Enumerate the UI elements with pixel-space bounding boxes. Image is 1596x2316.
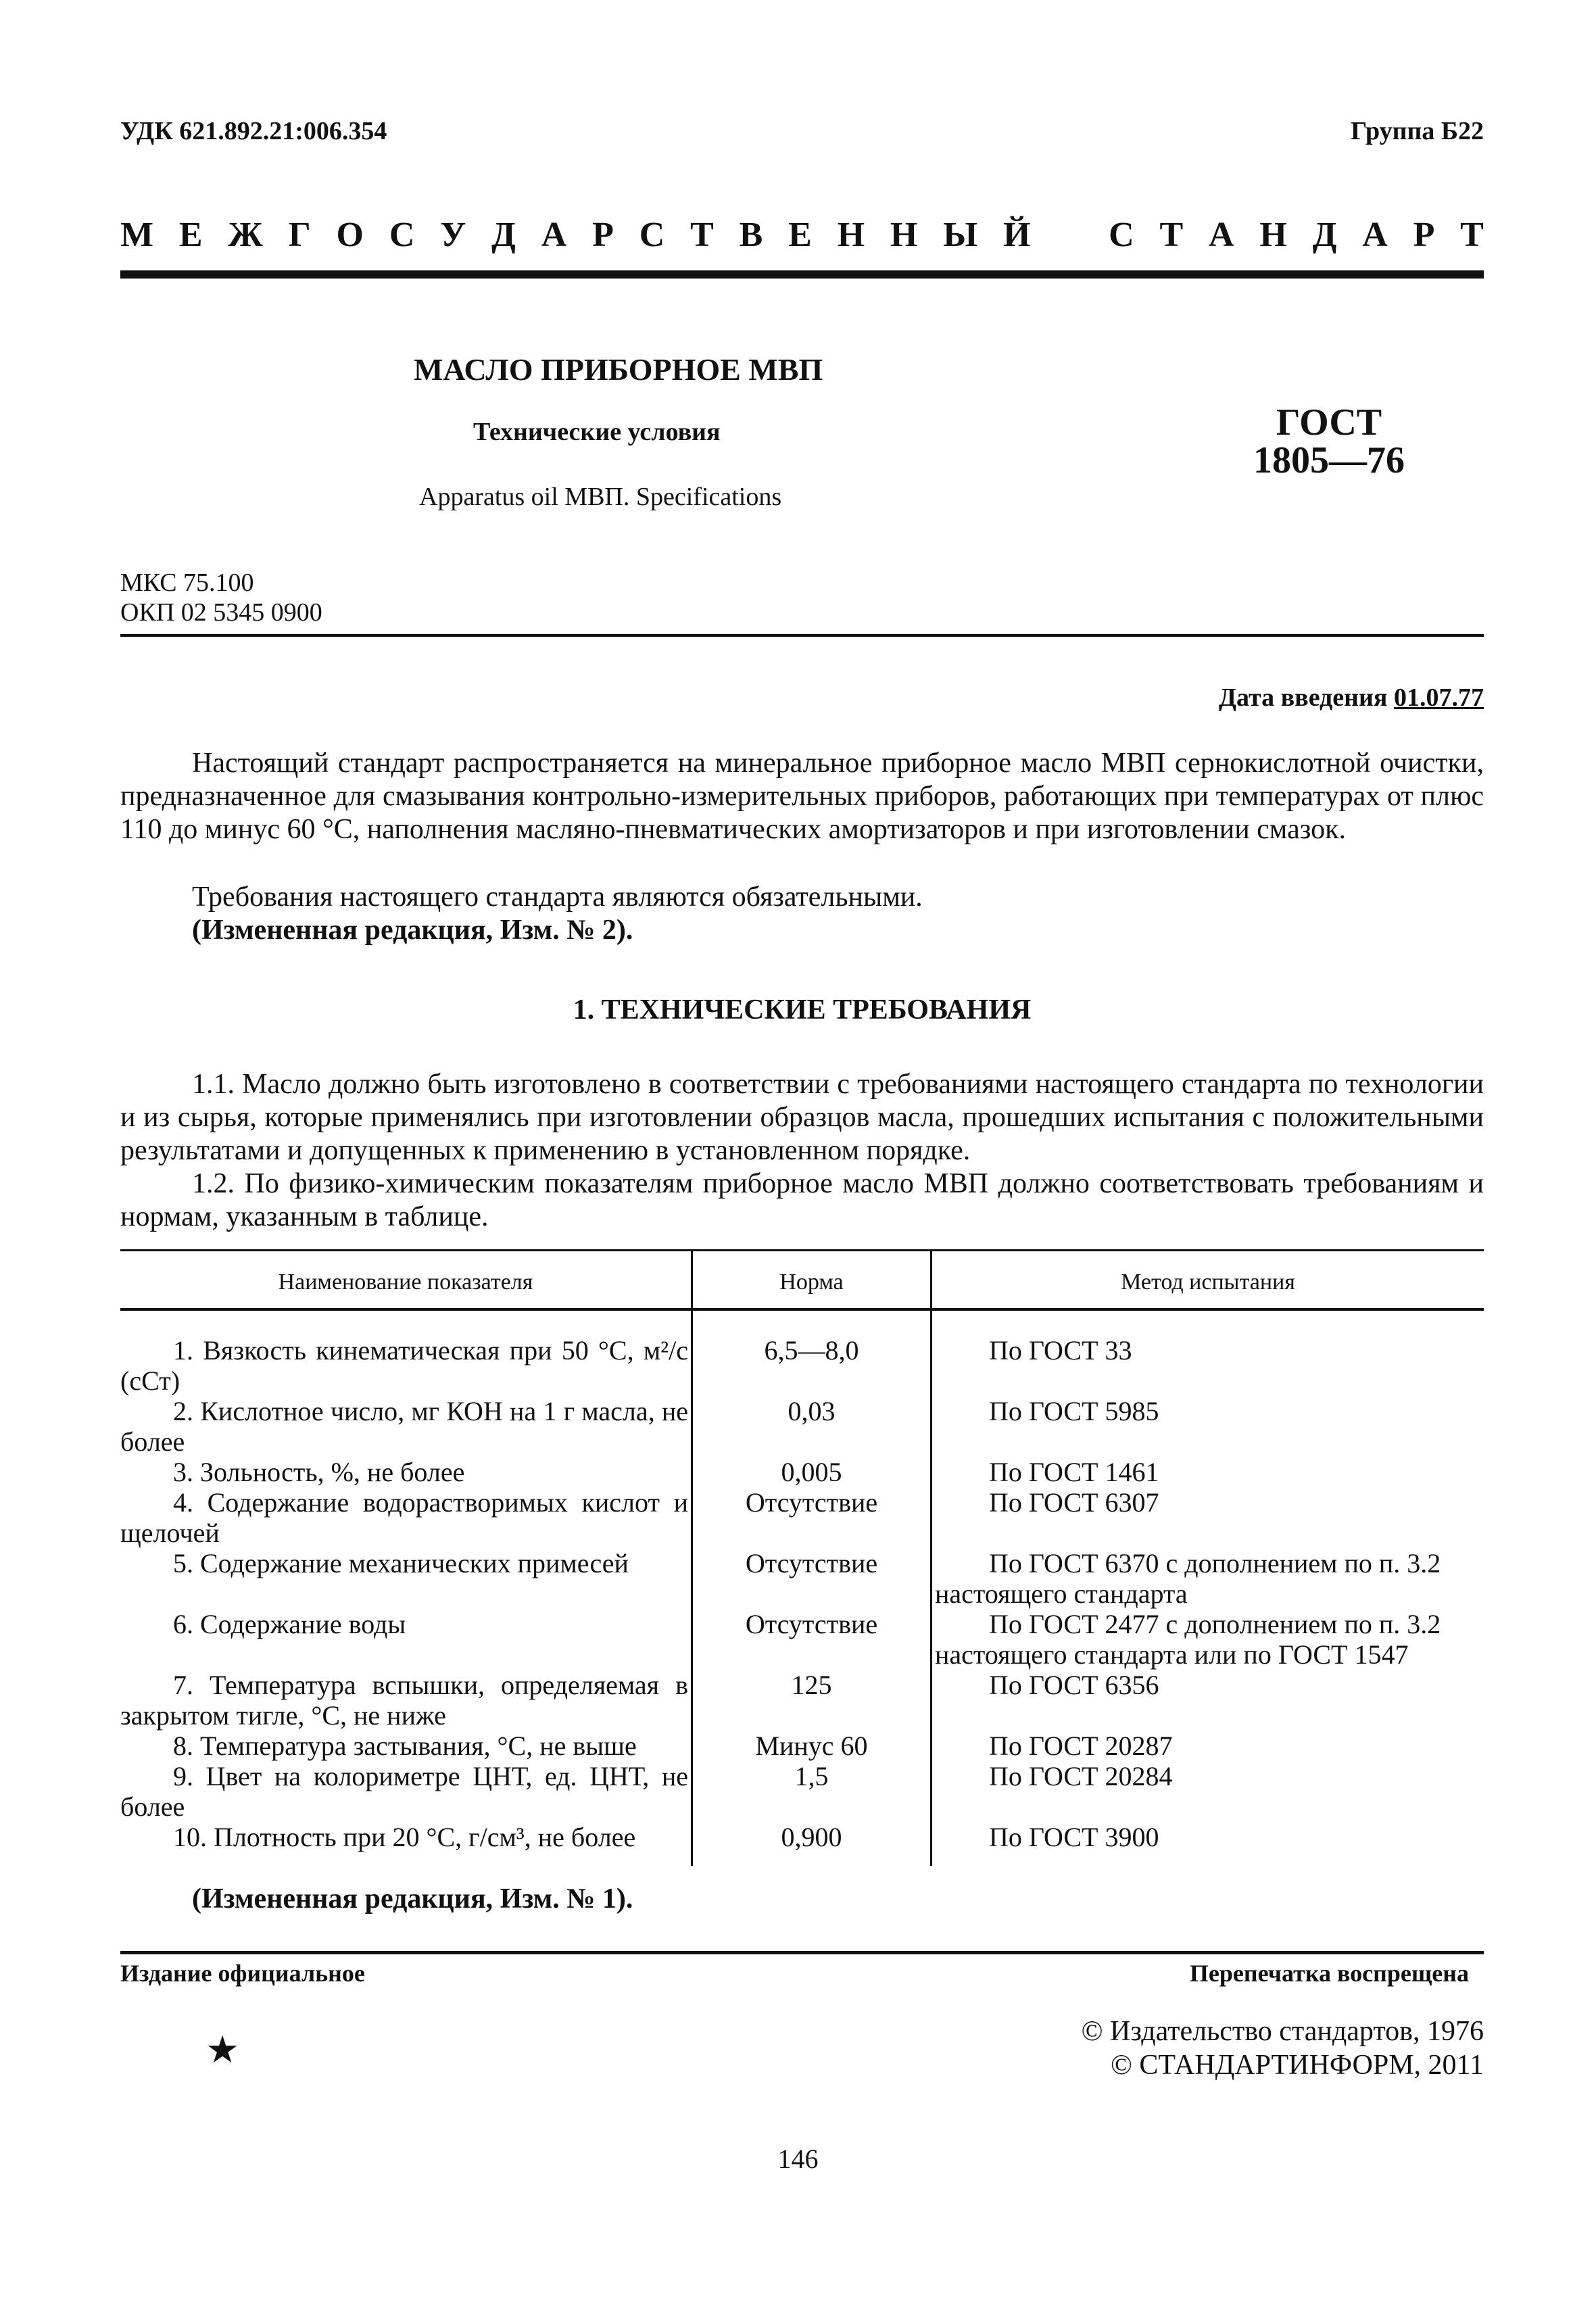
row-norm: Минус 60 — [755, 1731, 868, 1761]
row-method: По ГОСТ 6370 с дополнением по п. 3.2 настоящего стандарта — [935, 1548, 1441, 1609]
official-edition-label: Издание официальное — [120, 1960, 365, 1987]
footer-rule — [120, 1951, 1484, 1954]
row-indicator: 5. Содержание механических примесей — [173, 1548, 629, 1578]
classification-codes — [120, 568, 322, 627]
heading-letter: Т — [690, 216, 714, 254]
page-number: 146 — [777, 2144, 819, 2174]
reprint-forbidden-label: Перепечатка воспрещена — [1189, 1960, 1469, 1987]
heading-letter: А — [1362, 216, 1388, 254]
star-icon: ★ — [205, 2029, 240, 2071]
row-norm: 6,5—8,0 — [764, 1335, 859, 1366]
row-method: По ГОСТ 6307 — [989, 1487, 1159, 1518]
clause-1-1-text: 1.1. Масло должно быть изготовлено в соответствии с требованиями настоящего стандарта по технологии и из сырья, которые применялись при изготовлении образцов масла, прошедших испытания с положительными результатами и допущенных к применению в установленном порядке. — [120, 1069, 1484, 1166]
row-norm: 125 — [791, 1670, 832, 1700]
row-norm: 0,900 — [781, 1822, 842, 1852]
heading-letter: Ж — [228, 216, 263, 254]
row-method: По ГОСТ 5985 — [989, 1396, 1159, 1426]
heading-letter: Н — [1259, 216, 1287, 254]
row-method: По ГОСТ 1461 — [989, 1457, 1159, 1487]
heading-letter: Н — [890, 216, 918, 254]
heading-letter: В — [739, 216, 763, 254]
row-method: По ГОСТ 3900 — [989, 1822, 1159, 1852]
heading-letter: С — [1109, 216, 1134, 254]
introduction-date — [1219, 683, 1484, 713]
mandatory-paragraph — [120, 881, 1484, 914]
heading-letter: Д — [1312, 216, 1337, 254]
row-method: По ГОСТ 33 — [989, 1335, 1132, 1366]
heading-letter: Г — [288, 216, 311, 254]
mks-code: МКС 75.100 — [120, 569, 254, 597]
document-subtitle: Технические условия — [473, 418, 721, 446]
heading-letter: Т — [1159, 216, 1184, 254]
row-indicator: 7. Температура вспышки, определяемая в закрытом тигле, °С, не ниже — [120, 1670, 688, 1731]
interstate-standard-heading — [120, 215, 1484, 255]
heading-letter: Е — [178, 216, 203, 254]
section-heading: 1. ТЕХНИЧЕСКИЕ ТРЕБОВАНИЯ — [573, 994, 1032, 1026]
heading-letter: Ы — [943, 216, 978, 254]
table-header-method: Метод испытания — [1121, 1270, 1295, 1295]
clause-1-1 — [120, 1068, 1484, 1167]
mandatory-text: Требования настоящего стандарта являются обязательными. — [192, 882, 923, 913]
heading-word-gap — [1056, 215, 1083, 255]
row-indicator: 4. Содержание водорастворимых кислот и щелочей — [120, 1487, 688, 1548]
document-title-english: Apparatus oil МВП. Specifications — [419, 483, 782, 511]
heading-letter: О — [336, 216, 364, 254]
group-code: Группа Б22 — [1351, 117, 1484, 145]
row-indicator: 9. Цвет на колориметре ЦНТ, ед. ЦНТ, не более — [120, 1761, 688, 1822]
heading-letter: Й — [1003, 216, 1031, 254]
heading-letter: Р — [1413, 216, 1435, 254]
row-norm: 0,03 — [788, 1396, 836, 1426]
table-header-norm: Норма — [779, 1270, 844, 1295]
gost-designation — [1228, 404, 1430, 479]
heading-letter: У — [440, 216, 466, 254]
document-title: МАСЛО ПРИБОРНОЕ МВП — [414, 352, 823, 387]
title-rule — [120, 634, 1484, 637]
row-indicator: 3. Зольность, %, не более — [173, 1457, 465, 1487]
udk-code: УДК 621.892.21:006.354 — [120, 117, 387, 145]
scope-text: Настоящий стандарт распространяется на минеральное приборное масло МВП сернокислотной очистки, предназначенное для смазывания контрольно-измерительных приборов, работающих при температурах от плюс 110 до минус 60 °С, наполнения масляно-пневматических амортизаторов и при изготовлении смазок. — [120, 748, 1484, 845]
intro-date-label: Дата введения — [1218, 683, 1388, 712]
row-norm: 1,5 — [794, 1761, 829, 1791]
row-indicator: 1. Вязкость кинематическая при 50 °С, м²/с (сСт) — [120, 1335, 688, 1396]
copyright-line-2: © СТАНДАРТИНФОРМ, 2011 — [1111, 2050, 1484, 2081]
heading-letter: Е — [788, 216, 812, 254]
table-column-divider — [930, 1249, 932, 1866]
heading-letter: А — [541, 216, 567, 254]
heading-letter: М — [120, 216, 154, 254]
table-header-name: Наименование показателя — [278, 1270, 533, 1295]
copyright-line-1: © Издательство стандартов, 1976 — [1081, 2016, 1484, 2047]
heading-letter: Д — [491, 216, 516, 254]
row-norm: Отсутствие — [745, 1609, 878, 1639]
amendment-note-2 — [120, 914, 1484, 947]
scope-paragraph — [120, 747, 1484, 846]
copyright-block — [1082, 2015, 1484, 2082]
row-method: По ГОСТ 2477 с дополнением по п. 3.2 настоящего стандарта или по ГОСТ 1547 — [935, 1609, 1441, 1670]
row-norm: Отсутствие — [745, 1487, 878, 1518]
heading-letter: С — [639, 216, 665, 254]
clause-1-2-text: 1.2. По физико-химическим показателям приборное масло МВП должно соответствовать требованиям и нормам, указанным в таблице. — [120, 1168, 1484, 1232]
table-top-rule — [120, 1249, 1484, 1251]
heading-letter: Р — [592, 216, 614, 254]
heading-letter: С — [389, 216, 415, 254]
row-norm: 0,005 — [781, 1457, 842, 1487]
heading-letter: Т — [1460, 216, 1484, 254]
gost-number: 1805—76 — [1253, 439, 1405, 481]
intro-date-value: 01.07.77 — [1394, 683, 1484, 712]
header-rule — [120, 270, 1484, 279]
row-method: По ГОСТ 20284 — [989, 1761, 1173, 1791]
row-method: По ГОСТ 20287 — [989, 1731, 1173, 1761]
gost-label: ГОСТ — [1276, 402, 1382, 443]
okp-code: ОКП 02 5345 0900 — [120, 598, 322, 627]
amendment-text-2: (Измененная редакция, Изм. № 2). — [192, 915, 633, 946]
clause-1-2 — [120, 1167, 1484, 1234]
row-indicator: 6. Содержание воды — [173, 1609, 406, 1639]
row-norm: Отсутствие — [745, 1548, 878, 1578]
amendment-note-1: (Измененная редакция, Изм. № 1). — [192, 1883, 633, 1914]
heading-letter: А — [1208, 216, 1234, 254]
row-indicator: 2. Кислотное число, мг КОН на 1 г масла, не более — [120, 1396, 688, 1457]
row-method: По ГОСТ 6356 — [989, 1670, 1159, 1700]
heading-letter: Н — [837, 216, 865, 254]
row-indicator: 8. Температура застывания, °С, не выше — [173, 1731, 637, 1761]
row-indicator: 10. Плотность при 20 °С, г/см³, не более — [173, 1822, 636, 1852]
table-header-rule — [120, 1308, 1484, 1311]
